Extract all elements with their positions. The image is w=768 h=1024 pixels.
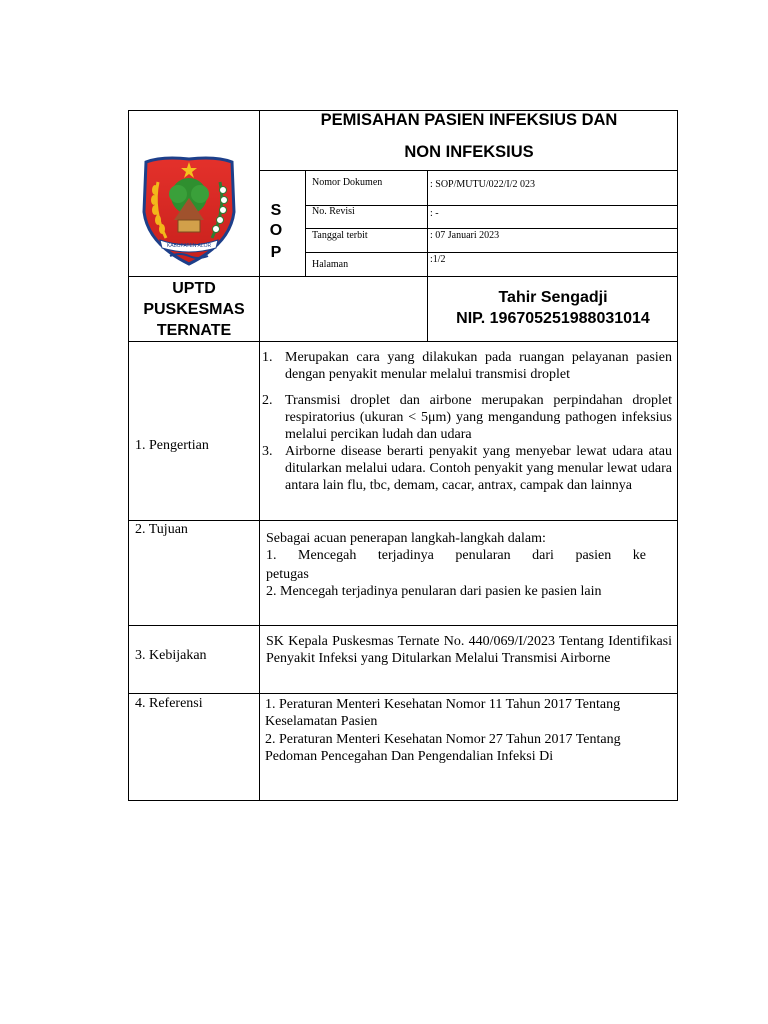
meta-value-no-revisi: : - [430, 208, 439, 219]
meta-label-tanggal-terbit: Tanggal terbit [312, 230, 368, 241]
referensi-item-2-line-2: Pedoman Pencegahan Dan Pengendalian Infeksi Di [265, 749, 554, 764]
org-name-line-3: TERNATE [156, 322, 232, 339]
tujuan-item-1-line-2: petugas [266, 567, 309, 582]
logo-banner-text: KABUPATEN ALOR [166, 243, 212, 249]
list-item-text: Airborne disease berarti penyakit yang menyebar lewat udara atau ditularkan melalui udara. Contoh penyakit yang menular lewat udara antara lain flu, tbc, demam, cacar, antrax, campak dan lainnya [285, 444, 672, 493]
list-item-number: 1. [262, 350, 273, 365]
sop-letter-s: S [270, 202, 282, 219]
meta-value-nomor-dokumen: : SOP/MUTU/022/I/2 023 [430, 179, 536, 190]
pengertian-bottom-line [128, 520, 678, 521]
list-item-text: Merupakan cara yang dilakukan pada ruangan pelayanan pasien dengan penyakit menular melalui transmisi droplet [285, 350, 672, 382]
list-item [262, 392, 672, 443]
org-name-line-2: PUSKESMAS [143, 301, 245, 318]
signer-nip: NIP. 196705251988031014 [456, 310, 650, 327]
meta-label-nomor-dokumen: Nomor Dokumen [312, 177, 383, 188]
section-label-referensi: 4. Referensi [135, 696, 203, 711]
tujuan-item-1-line-1: 1. Mencegah terjadinya penularan dari pasien ke [266, 548, 646, 563]
meta-value-halaman: :1/2 [430, 254, 446, 265]
kabupaten-emblem-logo [140, 152, 238, 270]
tujuan-intro: Sebagai acuan penerapan langkah-langkah dalam: [266, 531, 546, 546]
org-name-line-1: UPTD [172, 280, 216, 297]
document-title-line-1: PEMISAHAN PASIEN INFEKSIUS DAN [320, 111, 618, 129]
meta-row-line-2 [305, 228, 677, 229]
org-row-bottom-line [128, 341, 678, 342]
table-border-left [128, 110, 129, 801]
referensi-item-1-line-1: 1. Peraturan Menteri Kesehatan Nomor 11 Tahun 2017 Tentang [265, 697, 621, 712]
meta-row-line-3 [305, 252, 677, 253]
meta-divider [427, 170, 428, 341]
pengertian-list [262, 349, 672, 494]
tujuan-bottom-line [128, 625, 678, 626]
column-divider [259, 110, 260, 801]
title-bottom-line [259, 170, 677, 171]
meta-label-halaman: Halaman [312, 259, 349, 270]
kebijakan-bottom-line [128, 693, 678, 694]
section-label-kebijakan: 3. Kebijakan [135, 648, 207, 663]
section-label-pengertian: 1. Pengertian [135, 438, 209, 453]
signer-name: Tahir Sengadji [498, 289, 608, 306]
list-item-number: 3. [262, 444, 273, 459]
sop-divider [305, 170, 306, 276]
referensi-item-2-line-1: 2. Peraturan Menteri Kesehatan Nomor 27 Tahun 2017 Tentang [265, 732, 621, 747]
section-label-tujuan: 2. Tujuan [135, 522, 188, 537]
meta-row-line-1 [305, 205, 677, 206]
list-item [262, 443, 672, 494]
list-item-number: 2. [262, 393, 273, 408]
table-border-right [677, 110, 678, 801]
document-title-line-2: NON INFEKSIUS [404, 143, 534, 161]
list-item [262, 349, 672, 383]
table-border-bottom [128, 800, 678, 801]
list-item-text: Transmisi droplet dan airbone merupakan perpindahan droplet respiratorius (ukuran < 5μm) yang mengandung pathogen infeksius melalui percikan ludah dan udara [285, 393, 672, 442]
header-bottom-line [128, 276, 678, 277]
meta-value-tanggal-terbit: : 07 Januari 2023 [430, 230, 500, 241]
sop-letter-o: O [269, 222, 283, 239]
sop-letter-p: P [270, 244, 282, 261]
kebijakan-text: SK Kepala Puskesmas Ternate No. 440/069/I/2023 Tentang Identifikasi Penyakit Infeksi yang Ditularkan Melalui Transmisi Airborne [266, 634, 672, 666]
meta-label-no-revisi: No. Revisi [312, 206, 355, 217]
tujuan-item-2: 2. Mencegah terjadinya penularan dari pasien ke pasien lain [266, 584, 602, 599]
referensi-item-1-line-2: Keselamatan Pasien [265, 714, 378, 729]
